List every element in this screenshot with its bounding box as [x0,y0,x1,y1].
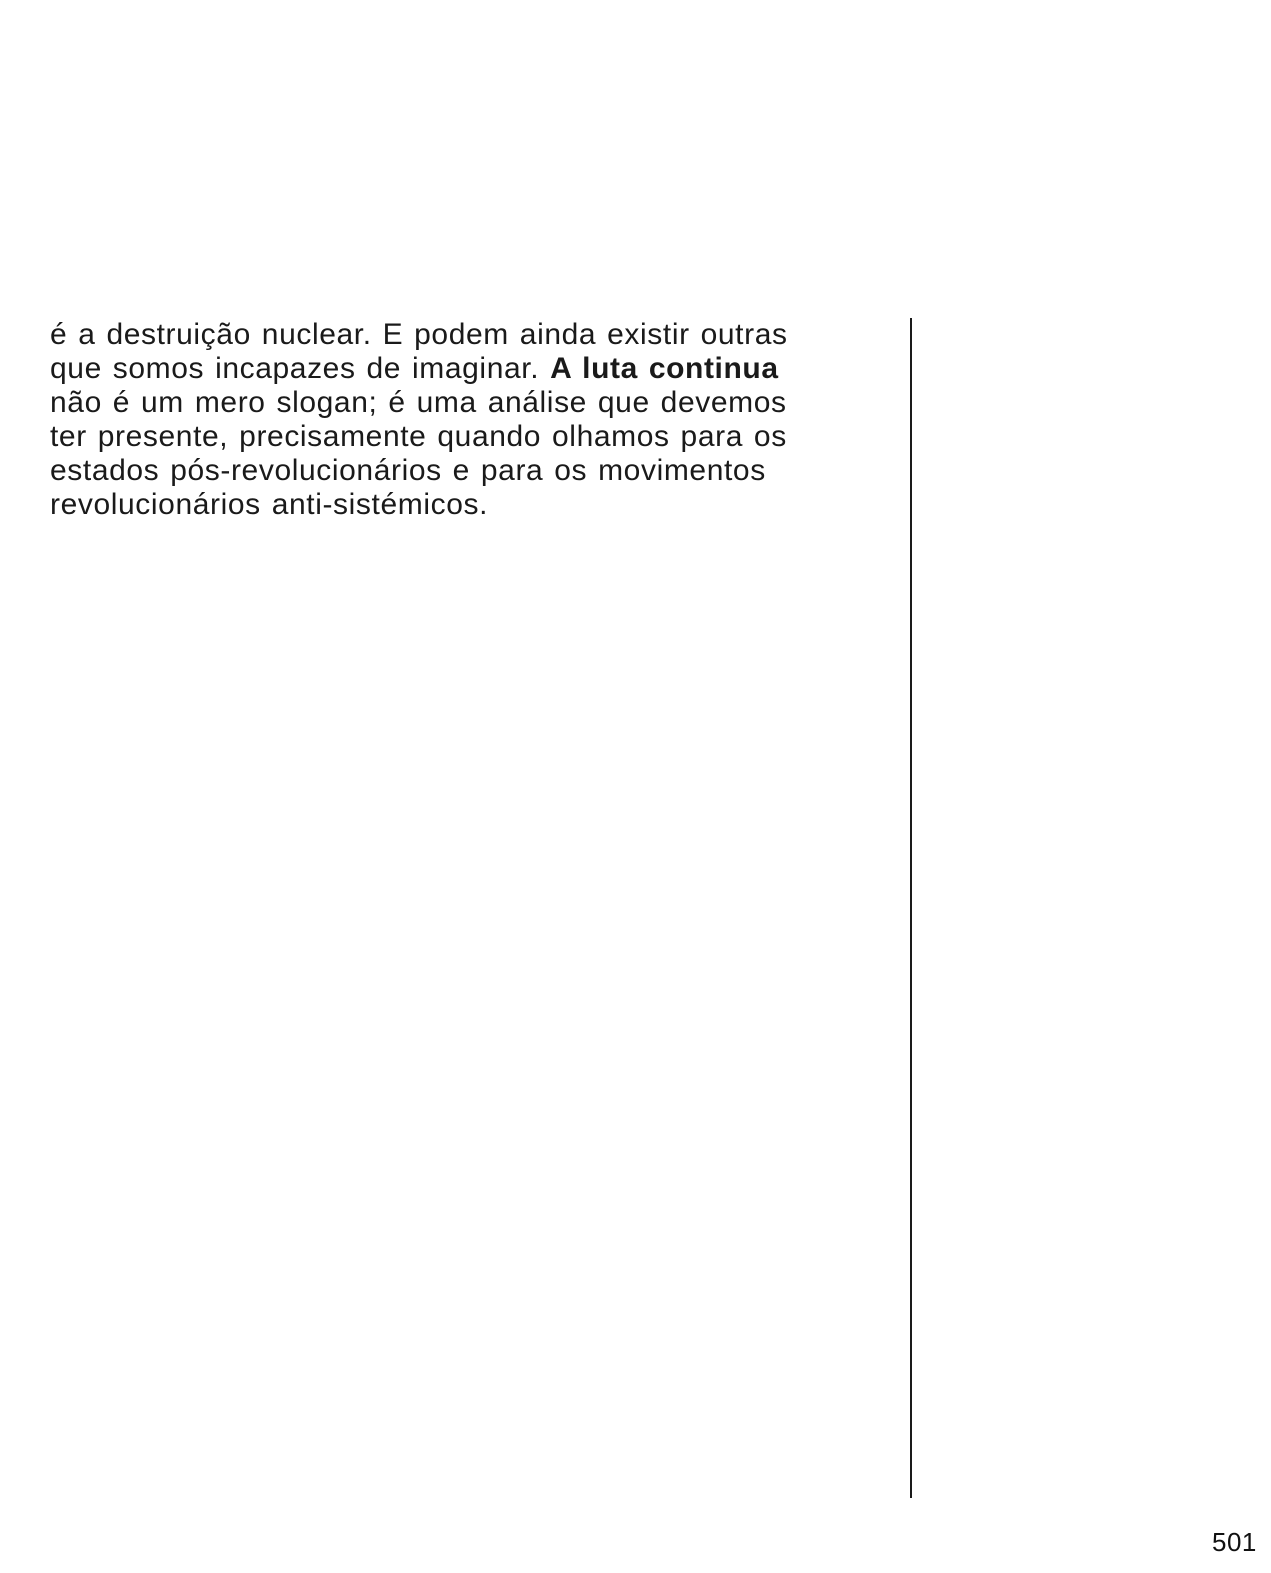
vertical-column-rule [910,318,912,1498]
text-line [50,352,870,386]
text-line: estados pós-revolucionários e para os movimentos [50,454,766,487]
text-run: que somos incapazes de imaginar. [50,352,551,385]
text-line: não é um mero slogan; é uma análise que devemos [50,386,787,419]
body-paragraph [50,318,870,522]
page-number: 501 [1212,1527,1257,1557]
text-line: é a destruição nuclear. E podem ainda existir outras [50,318,788,351]
text-line: ter presente, precisamente quando olhamos para os [50,420,787,453]
text-line: revolucionários anti-sistémicos. [50,488,489,521]
bold-phrase: A luta continua [550,352,779,385]
